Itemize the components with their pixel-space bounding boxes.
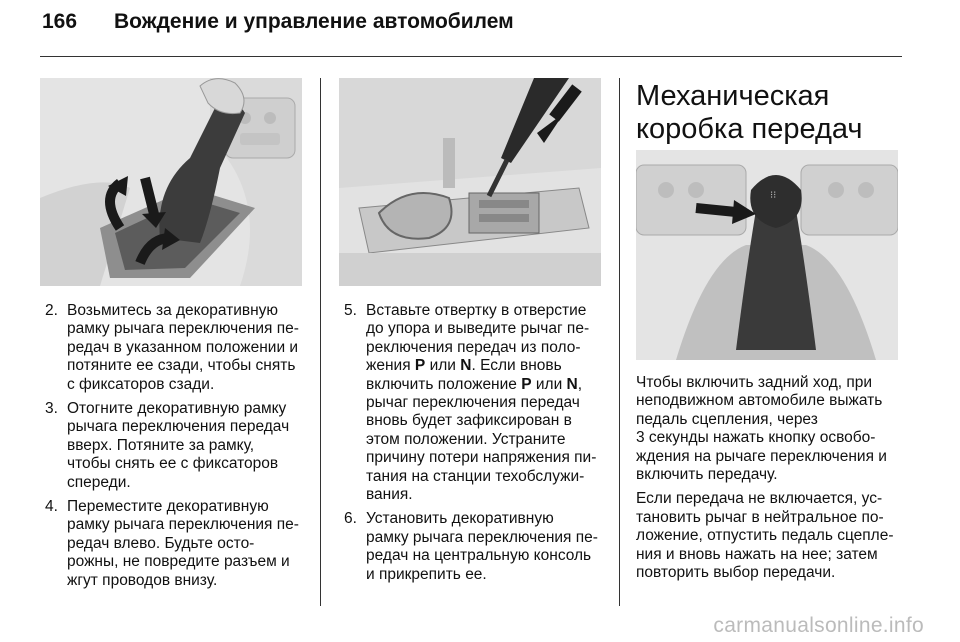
section-title bbox=[636, 80, 863, 146]
column-divider-2 bbox=[619, 78, 620, 606]
text-line: редач влево. Будьте осто- bbox=[67, 534, 255, 552]
watermark: carmanualsonline.info bbox=[713, 614, 924, 637]
text-line: педаль сцепления, через bbox=[636, 410, 818, 428]
text-line: жения P или N. Если вновь bbox=[366, 357, 562, 375]
paragraph-gear-not-engaging bbox=[636, 490, 906, 582]
text-line: 3 секунды нажать кнопку освобо- bbox=[636, 429, 876, 447]
text-line: рожны, не повредите разъем и bbox=[67, 553, 290, 571]
middle-text-column bbox=[344, 302, 606, 590]
text-line: рамку рычага переключения пе- bbox=[67, 516, 299, 534]
text-line: и прикрепить ее. bbox=[366, 565, 487, 583]
text-line: жгут проводов внизу. bbox=[67, 571, 218, 589]
text-line: рамку рычага переключения пе- bbox=[67, 320, 299, 338]
page-number: 166 bbox=[42, 10, 78, 33]
text-line: вания. bbox=[366, 486, 413, 504]
right-text-column bbox=[636, 374, 906, 588]
text-line: Переместите декоративную bbox=[67, 498, 269, 516]
text-line: ложение, отпустить педаль сцепле- bbox=[636, 527, 894, 545]
step-5-text bbox=[366, 302, 606, 504]
text-line: тановить рычаг в нейтральное по- bbox=[636, 508, 884, 526]
text-line: повторить выбор передачи. bbox=[636, 564, 836, 582]
column-divider-1 bbox=[320, 78, 321, 606]
text-line: Вставьте отвертку в отверстие bbox=[366, 302, 587, 319]
step-number: 4. bbox=[45, 498, 58, 516]
text-line: рычага переключения передач bbox=[67, 418, 290, 436]
text-line: ждения на рычаге переключения и bbox=[636, 447, 887, 465]
left-text-column bbox=[45, 302, 307, 596]
figure-trim-removal bbox=[40, 78, 302, 286]
list-item-step-6 bbox=[344, 510, 606, 584]
step-number: 5. bbox=[344, 302, 357, 319]
list-item-step-3 bbox=[45, 400, 307, 492]
text-line: неподвижном автомобиле выжать bbox=[636, 392, 883, 410]
section-title-line: Механическая bbox=[636, 80, 830, 112]
text-line: потяните ее сзади, чтобы снять bbox=[67, 357, 296, 375]
text-line: чтобы снять ее с фиксаторов bbox=[67, 455, 279, 473]
text-line: редач в указанном положении и bbox=[67, 338, 299, 356]
text-line: включить передачу. bbox=[636, 466, 778, 484]
text-line: спереди. bbox=[67, 473, 131, 491]
text-line: Отогните декоративную рамку bbox=[67, 400, 287, 418]
section-title-line: коробка передач bbox=[636, 113, 863, 145]
text-line: включить положение P или N, bbox=[366, 375, 583, 393]
list-item-step-5 bbox=[344, 302, 606, 504]
text-line: реключения передач из поло- bbox=[366, 338, 581, 356]
list-item-step-4 bbox=[45, 498, 307, 590]
text-line: Чтобы включить задний ход, при bbox=[636, 374, 873, 391]
text-line: Возьмитесь за декоративную bbox=[67, 302, 279, 319]
list-item-step-2 bbox=[45, 302, 307, 394]
text-line: причину потери напряжения пи- bbox=[366, 449, 597, 467]
text-line: ния и вновь нажать на нее; затем bbox=[636, 545, 878, 563]
text-line: Если передача не включается, ус- bbox=[636, 490, 883, 508]
text-line: вверх. Потяните за рамку, bbox=[67, 436, 255, 454]
step-number: 3. bbox=[45, 400, 58, 418]
text-line: до упора и выведите рычаг пе- bbox=[366, 320, 590, 338]
header-rule bbox=[40, 56, 902, 57]
text-line: этом положении. Устраните bbox=[366, 430, 566, 448]
page-title: Вождение и управление автомобилем bbox=[114, 10, 514, 33]
text-line: вновь будет зафиксирован в bbox=[366, 412, 572, 430]
text-line: тания на станции техобслужи- bbox=[366, 467, 585, 485]
svg-text:⁝⁝: ⁝⁝ bbox=[770, 190, 777, 201]
text-line: Установить декоративную bbox=[366, 510, 554, 528]
text-line: редач на центральную консоль bbox=[366, 547, 592, 565]
text-line: с фиксаторов сзади. bbox=[67, 375, 215, 393]
text-line: рычаг переключения передач bbox=[366, 394, 580, 412]
step-number: 6. bbox=[344, 510, 357, 528]
page-header bbox=[42, 10, 514, 34]
text-line: рамку рычага переключения пе- bbox=[366, 528, 598, 546]
paragraph-reverse-gear bbox=[636, 374, 906, 484]
figure-screwdriver-release bbox=[339, 78, 601, 286]
figure-manual-gear-knob bbox=[636, 150, 898, 360]
step-number: 2. bbox=[45, 302, 58, 319]
